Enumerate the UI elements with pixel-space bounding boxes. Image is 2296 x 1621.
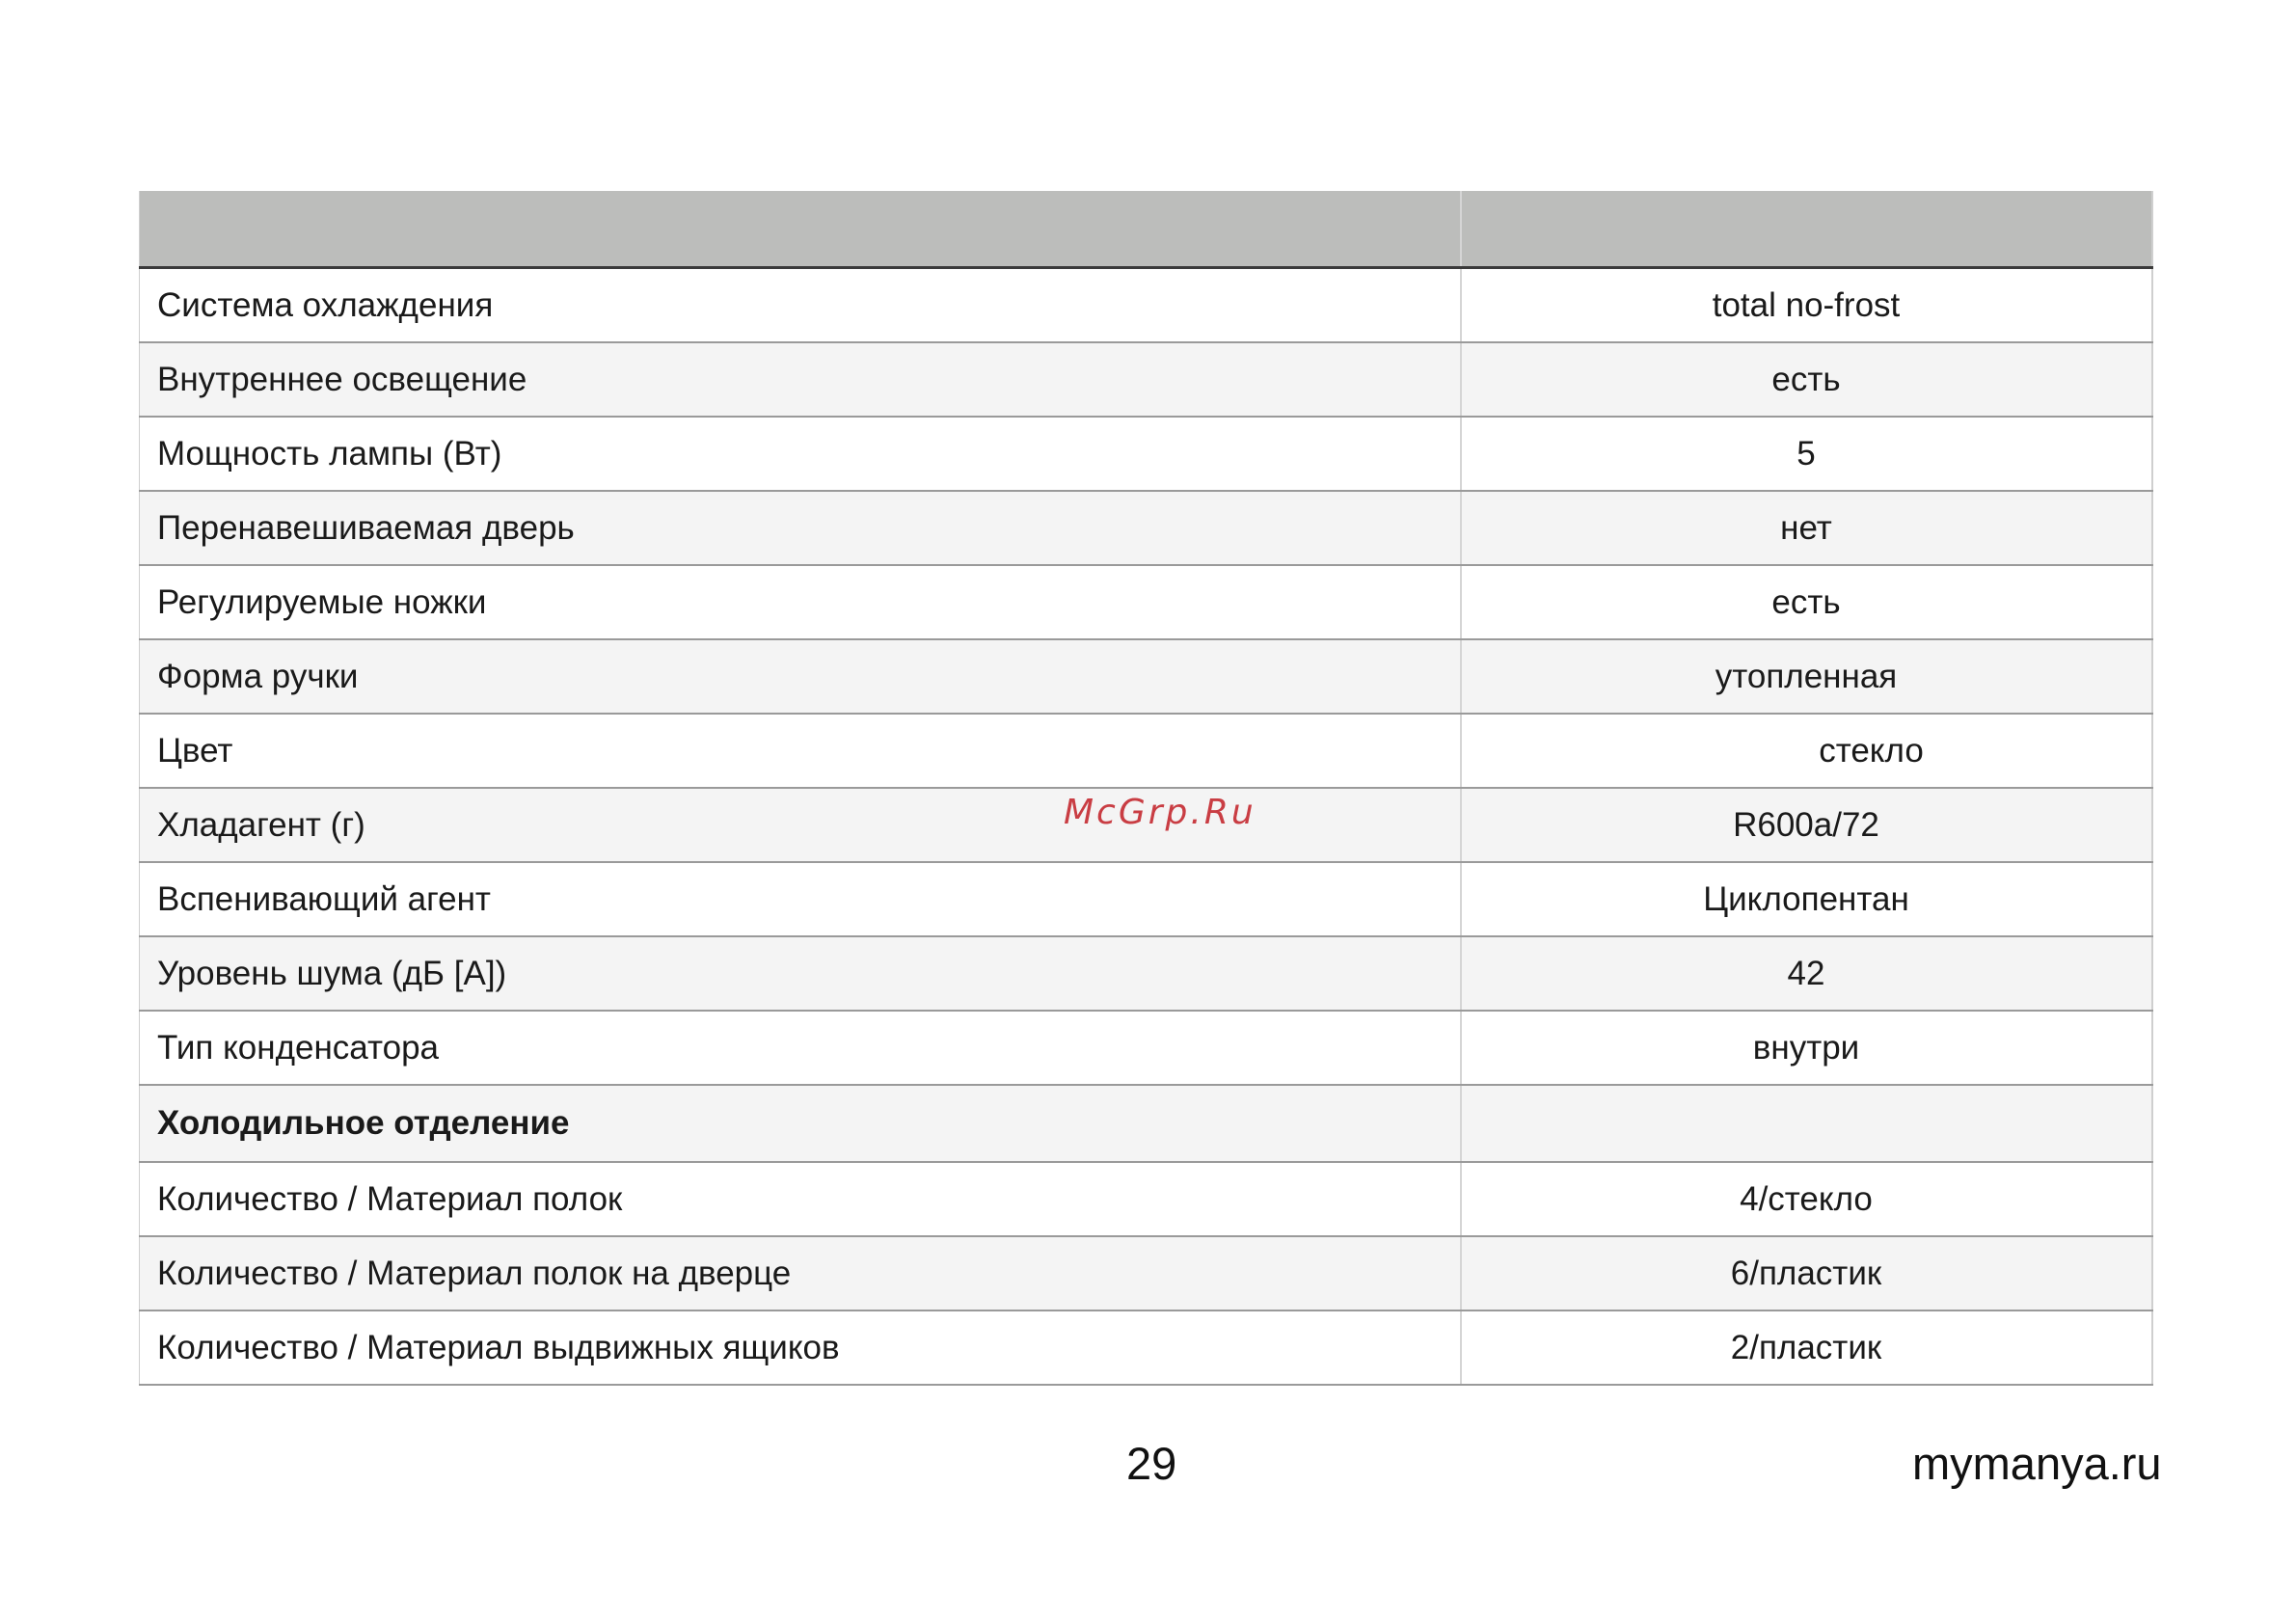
spec-table <box>139 191 2153 1386</box>
header-cell-parameter <box>140 191 1461 268</box>
row-value: 2/пластик <box>1461 1310 2152 1385</box>
row-label: Количество / Материал полок на дверце <box>140 1236 1461 1310</box>
row-label: Перенавешиваемая дверь <box>140 491 1461 565</box>
row-value: есть <box>1461 565 2152 639</box>
section-heading: Холодильное отделение <box>140 1085 1461 1162</box>
table-row <box>140 491 2152 565</box>
row-label: Мощность лампы (Вт) <box>140 417 1461 491</box>
table-row <box>140 417 2152 491</box>
row-label: Количество / Материал полок <box>140 1162 1461 1236</box>
watermark: McGrp.Ru <box>1064 793 1256 832</box>
table-row <box>140 1162 2152 1236</box>
row-value: Циклопентан <box>1461 862 2152 936</box>
row-value: внутри <box>1461 1011 2152 1085</box>
row-label: Форма ручки <box>140 639 1461 714</box>
row-label: Уровень шума (дБ [А]) <box>140 936 1461 1011</box>
row-value: стекло <box>1461 714 2152 788</box>
table-header <box>140 191 2152 268</box>
row-label: Количество / Материал выдвижных ящиков <box>140 1310 1461 1385</box>
site-name: mymanya.ru <box>1912 1438 2162 1489</box>
table-row <box>140 936 2152 1011</box>
row-label: Тип конденсатора <box>140 1011 1461 1085</box>
row-value <box>1461 1085 2152 1162</box>
row-value: 42 <box>1461 936 2152 1011</box>
row-value: total no-frost <box>1461 268 2152 343</box>
row-value: 6/пластик <box>1461 1236 2152 1310</box>
row-value: 4/стекло <box>1461 1162 2152 1236</box>
row-value: нет <box>1461 491 2152 565</box>
row-label: Хладагент (г) <box>140 788 1461 862</box>
row-label: Внутреннее освещение <box>140 342 1461 417</box>
table-row <box>140 268 2152 343</box>
table-row <box>140 714 2152 788</box>
row-label: Регулируемые ножки <box>140 565 1461 639</box>
page-number: 29 <box>1126 1438 1177 1489</box>
table-row <box>140 639 2152 714</box>
table-row <box>140 565 2152 639</box>
table-row <box>140 1310 2152 1385</box>
section-row <box>140 1085 2152 1162</box>
table-row <box>140 862 2152 936</box>
table-row <box>140 1011 2152 1085</box>
row-label: Вспенивающий агент <box>140 862 1461 936</box>
header-cell-value <box>1461 191 2152 268</box>
row-value: утопленная <box>1461 639 2152 714</box>
row-value: 5 <box>1461 417 2152 491</box>
row-value: R600a/72 <box>1461 788 2152 862</box>
row-label: Система охлаждения <box>140 268 1461 343</box>
row-label: Цвет <box>140 714 1461 788</box>
table-row <box>140 1236 2152 1310</box>
row-value: есть <box>1461 342 2152 417</box>
table-row <box>140 342 2152 417</box>
